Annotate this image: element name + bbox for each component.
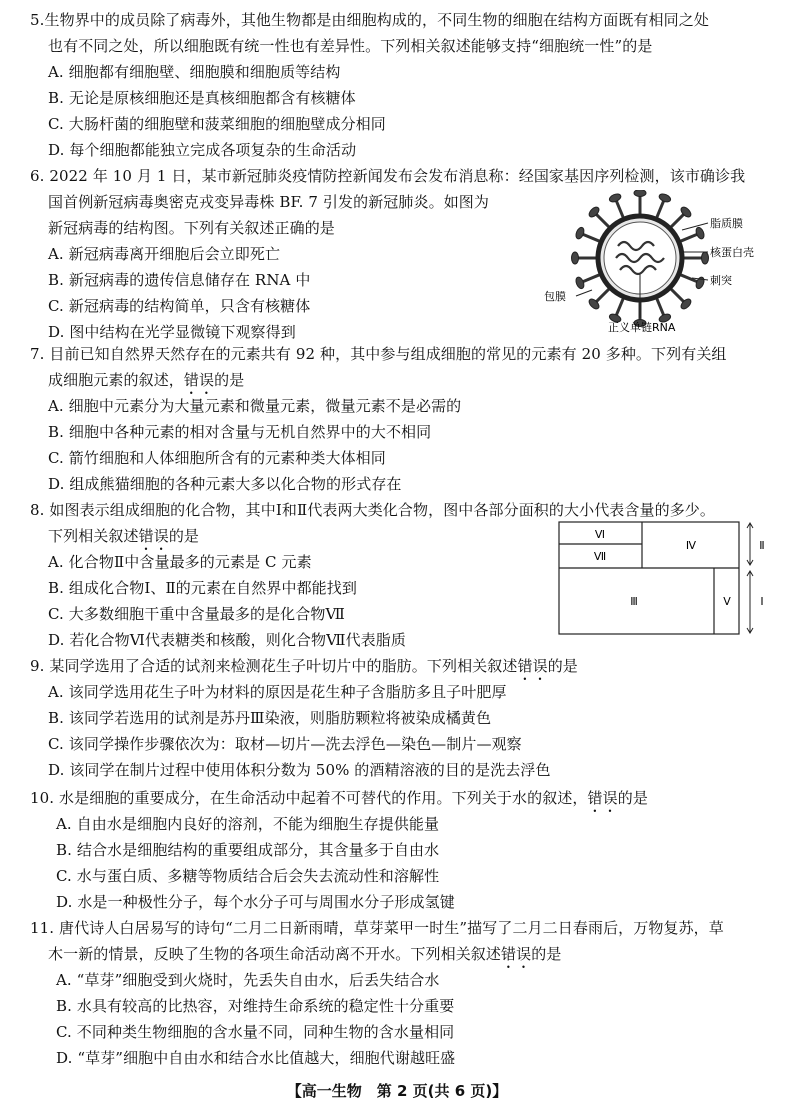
region-v: Ⅴ: [723, 595, 731, 608]
page-footer: 【高一生物 第 2 页(共 6 页)】: [286, 1082, 508, 1100]
q5-option-a: A. 细胞都有细胞壁、细胞膜和细胞质等结构: [48, 63, 341, 81]
q11-stem-tail: 的是: [531, 945, 562, 963]
virus-structure-figure: [532, 190, 772, 336]
region-iv: Ⅳ: [685, 539, 697, 552]
q8-stem-text: 下列相关叙述: [48, 527, 139, 545]
spike-stalk: [656, 297, 664, 315]
q10-option-a: A. 自由水是细胞内良好的溶剂，不能为细胞生存提供能量: [56, 815, 440, 833]
q11-option-a: A. “草芽”细胞受到火烧时，先丢失自由水，后丢失结合水: [56, 971, 440, 989]
q9-stem-text: 9. 某同学选用了合适的试剂来检测花生子叶切片中的脂肪。下列相关叙述: [30, 657, 518, 675]
q11-stem-line2: [48, 944, 561, 972]
q7-stem-line2: [48, 370, 244, 398]
q11-option-b: B. 水具有较高的比热容，对维持生命系统的稳定性十分重要: [56, 997, 455, 1015]
q9-option-c: C. 该同学操作步骤依次为：取材—切片—洗去浮色—染色—制片—观察: [48, 735, 522, 753]
q10-emphasis-wrong: 错误: [587, 789, 618, 807]
q7-stem-tail: 的是: [214, 371, 245, 389]
q6-option-c: C. 新冠病毒的结构简单，只含有核糖体: [48, 297, 311, 315]
q10-stem-text: 10. 水是细胞的重要成分，在生命活动中起着不可替代的作用。下列关于水的叙述，: [30, 789, 588, 807]
q9-stem-tail: 的是: [547, 657, 578, 675]
spike-head: [608, 192, 622, 203]
q7-stem-text: 成细胞元素的叙述，: [48, 371, 184, 389]
spike-head: [574, 226, 585, 240]
spike-stalk: [596, 214, 610, 228]
spike-head: [572, 252, 579, 264]
q7-option-b: B. 细胞中各种元素的相对含量与无机自然界中的大不相同: [48, 423, 432, 441]
q9-option-a: A. 该同学选用花生子叶为材料的原因是花生种子含脂肪多且子叶肥厚: [48, 683, 507, 701]
spike-head: [658, 192, 672, 203]
q11-option-d: D. “草芽”细胞中自由水和结合水比值越大，细胞代谢越旺盛: [56, 1049, 456, 1067]
q9-stem: [30, 656, 578, 684]
q6-option-b: B. 新冠病毒的遗传信息储存在 RNA 中: [48, 271, 311, 289]
region-iii: Ⅲ: [630, 595, 638, 608]
q5-option-b: B. 无论是原核细胞还是真核细胞都含有核糖体: [48, 89, 356, 107]
label-envelope: 包膜: [544, 290, 566, 303]
q9-option-b: B. 该同学若选用的试剂是苏丹Ⅲ染液，则脂肪颗粒将被染成橘黄色: [48, 709, 492, 727]
spike-stalk: [583, 274, 601, 282]
spike-head: [695, 226, 706, 240]
spike-stalk: [670, 288, 684, 302]
q6-option-d: D. 图中结构在光学显微镜下观察得到: [48, 323, 296, 341]
q10-option-c: C. 水与蛋白质、多糖等物质结合后会失去流动性和溶解性: [56, 867, 440, 885]
q7-option-a: A. 细胞中元素分为大量元素和微量元素，微量元素不是必需的: [48, 397, 462, 415]
q9-option-d: D. 该同学在制片过程中使用体积分数为 50% 的酒精溶液的目的是洗去浮色: [48, 761, 551, 779]
q11-stem-text: 木一新的情景，反映了生物的各项生命活动离不开水。下列相关叙述: [48, 945, 502, 963]
region-vi: Ⅵ: [594, 528, 606, 541]
q6-stem-line3: 新冠病毒的结构图。下列有关叙述正确的是: [48, 219, 335, 237]
q8-option-c: C. 大多数细胞干重中含量最多的是化合物Ⅶ: [48, 605, 345, 623]
q8-option-d: D. 若化合物Ⅵ代表糖类和核酸，则化合物Ⅶ代表脂质: [48, 631, 406, 649]
q7-option-c: C. 箭竹细胞和人体细胞所含有的元素种类大体相同: [48, 449, 386, 467]
spike-stalk: [616, 297, 624, 315]
q11-option-c: C. 不同种类生物细胞的含水量不同，同种生物的含水量相同: [56, 1023, 455, 1041]
q7-emphasis-wrong: 错误: [183, 371, 215, 389]
q6-stem-line2: 国首例新冠病毒奥密克戎变异毒株 BF. 7 引发的新冠肺炎。如图为: [48, 193, 490, 211]
q8-option-a: A. 化合物Ⅱ中含量最多的元素是 C 元素: [48, 553, 312, 571]
region-vii: Ⅶ: [593, 550, 607, 563]
q10-option-d: D. 水是一种极性分子，每个水分子可与周围水分子形成氢键: [56, 893, 455, 911]
leader-line-lipid: [682, 223, 708, 230]
q8-emphasis-wrong: 错误: [138, 527, 169, 545]
q10-stem-tail: 的是: [617, 789, 648, 807]
q6-stem-line1: 6. 2022 年 10 月 1 日，某市新冠肺炎疫情防控新闻发布会发布消息称：经国家基因序列检测，该市确诊我: [30, 167, 746, 185]
q7-stem-line1: 7. 目前已知自然界天然存在的元素共有 92 种，其中参与组成细胞的常见的元素有 20 多种。下列有关组: [30, 345, 727, 363]
q5-option-d: D. 每个细胞都能独立完成各项复杂的生命活动: [48, 141, 357, 159]
spike-stalk: [616, 201, 624, 219]
q8-stem-line2: [48, 526, 199, 554]
q7-option-d: D. 组成熊猫细胞的各种元素大多以化合物的形式存在: [48, 475, 402, 493]
q5-stem-line2: 也有不同之处，所以细胞既有统一性也有差异性。下列相关叙述能够支持“细胞统一性”的是: [48, 37, 653, 55]
q10-option-b: B. 结合水是细胞结构的重要组成部分，其含量多于自由水: [56, 841, 440, 859]
spike-head: [634, 190, 646, 197]
outer-frame: [559, 522, 739, 634]
label-nucleocapsid: 核蛋白壳: [710, 246, 754, 259]
q10-stem: [30, 788, 648, 816]
q5-stem-line1: 5.生物界中的成员除了病毒外，其他生物都是由细胞构成的，不同生物的细胞在结构方面既有相同之处: [30, 11, 709, 29]
q5-option-c: C. 大肠杆菌的细胞壁和菠菜细胞的细胞壁成分相同: [48, 115, 386, 133]
q8-stem-line1: 8. 如图表示组成细胞的化合物，其中Ⅰ和Ⅱ代表两大类化合物，图中各部分面积的大小代表含量的多少。: [30, 501, 716, 519]
q6-option-a: A. 新冠病毒离开细胞后会立即死亡: [48, 245, 281, 263]
q11-emphasis-wrong: 错误: [501, 945, 532, 963]
spike-stalk: [656, 201, 664, 219]
label-ii: Ⅱ: [759, 539, 765, 552]
q9-emphasis-wrong: 错误: [517, 657, 548, 675]
spike-stalk: [679, 234, 697, 242]
compound-area-figure: [558, 520, 770, 638]
spike-head: [574, 276, 585, 290]
spike-stalk: [596, 288, 610, 302]
spike-stalk: [583, 234, 601, 242]
leader-line-envelope: [576, 290, 592, 296]
label-positive-ssrna: 正义单链RNA: [608, 321, 676, 334]
spike-stalk: [670, 214, 684, 228]
q8-option-b: B. 组成化合物Ⅰ、Ⅱ的元素在自然界中都能找到: [48, 579, 357, 597]
spike-head: [702, 252, 709, 264]
label-spike: 刺突: [710, 274, 732, 287]
q11-stem-line1: 11. 唐代诗人白居易写的诗句“二月二日新雨晴，草芽菜甲一时生”描写了二月二日春雨后，万物复苏，草: [30, 919, 724, 937]
label-i: Ⅰ: [760, 595, 764, 608]
q8-stem-tail: 的是: [168, 527, 200, 545]
label-lipid-membrane: 脂质膜: [710, 217, 743, 230]
